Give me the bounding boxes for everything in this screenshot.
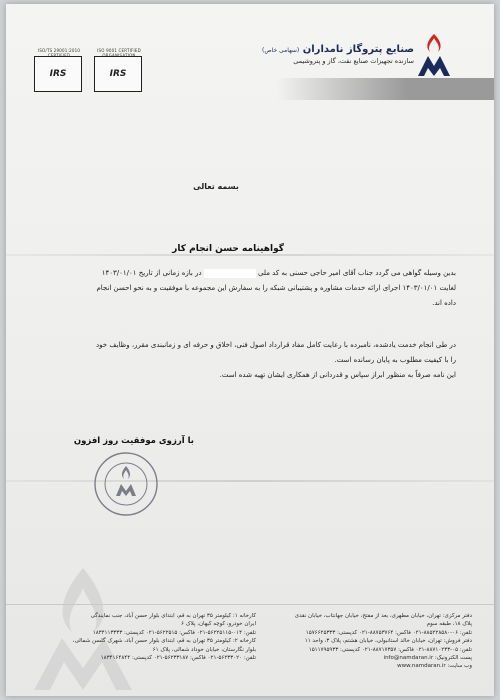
para2-text-b: را با کیفیت مطلوب به پایان رسانده است. (334, 356, 456, 364)
closing-line: با آرزوی موفقیت روز افزون (73, 436, 194, 446)
iso-cert-badge-1 (34, 56, 82, 92)
paper-fold (6, 254, 494, 256)
para1-text-b: در بازه زمانی از تاریخ ۱۴۰۳/۰۱/۰۱ (101, 269, 202, 277)
para1-text-c: لغایت ۱۴۰۳/۰۱/۰۱ اجرای ارائه خدمات مشاوره و پشتیبانی شبکه را به سفارش این مجموعه با موفقیت و به نحو احسن انجام (96, 284, 456, 292)
footer-factory-line: تلفن: ۰۱۴-۵۶۲۲۵۱۱۵-۰۲۱ فاکس: ۵۶۲۲۵۱۵-۰۲۱ کدپستی: ۱۸۳۴۱۱۳۳۳۳ (92, 629, 256, 636)
company-name: صنایع پتروگاز نامداران (302, 44, 414, 55)
footer-factory-line: بلوار نگارستان، خیابان خوداد شمالی، پلاک ۶۱ (152, 646, 256, 653)
para3-text: این نامه صرفاً به منظور ابراز سپاس و قدردانی از همکاری ایشان تهیه شده است. (219, 371, 456, 379)
paragraph-2 (66, 338, 456, 383)
cert-mark-2: IRS (109, 69, 127, 79)
cert-caption-2: ISO 9001 CERTIFIED (97, 48, 141, 53)
footer-office-line: تلفن: ۰۵-۸۸۷۱۰۲۳۳-۰۲۱ فاکس: ۸۸۷۱۷۳۵۷-۰۲۱ کدپستی: ۱۵۱۱۷۹۵۹۳۳ (308, 646, 472, 653)
footer-office-line: تلفن: ۰۶-۸۸۵۲۲۸۵۸۰-۰۲۱ فاکس: ۸۸۷۵۳۷۶۴-۰۲۱ کدپستی: ۱۵۷۶۶۲۵۳۳۳ (305, 629, 472, 636)
footer-website[interactable]: وب سایت: www.namdaran.ir (397, 663, 472, 670)
footer-factory-line: ایران خودرو، کوچه کیهان، پلاک ۶ (181, 621, 256, 628)
company-header (262, 44, 414, 65)
company-tagline: سازنده تجهیزات صنایع نفت، گاز و پتروشیمی (293, 57, 414, 65)
footer-office-line: پلاک ۱۸، طبقه سوم (426, 621, 472, 628)
para2-text-a: در طی انجام خدمت یادشده، نامبرده با رعایت کامل مفاد قرارداد اصول فنی، اخلاق و حرفه ای و زمانبندی مقرر، وظایف خود (96, 341, 456, 349)
cert-mark-1: IRS (49, 69, 67, 79)
footer-factory-line: کارخانه ۱: کیلومتر ۳۵ تهران به قم، ابتدای بلوار حسن آباد، جنب نمایندگی (90, 613, 256, 619)
cert-caption-1: ISO/TS 29001:2010 (37, 48, 81, 53)
header-band (276, 78, 494, 100)
para1-text-d: داده اند. (432, 299, 456, 307)
company-name-suffix: (سهامی خاص) (262, 47, 300, 54)
footer-factory-line: کارخانه ۲: کیلومتر ۳۵ تهران به قم، ابتدای بلوار حسن آباد، شهرک گلسن شمالی، (72, 638, 256, 645)
footer-divider (6, 604, 494, 605)
para1-text-a: بدین وسیله گواهی می گردد جناب آقای امیر حاجی حسنی به کد ملی (258, 269, 456, 277)
footer-email[interactable]: پست الکترونیک: info@namdaran.ir (383, 655, 472, 662)
redacted-national-id (204, 269, 256, 278)
basmala: بسمه تعالی (193, 182, 239, 191)
footer-factories (72, 612, 256, 662)
document-title: گواهینامه حسن انجام کار (172, 244, 284, 254)
company-stamp-icon (92, 450, 160, 518)
iso-cert-badge-2 (94, 56, 142, 92)
footer-factory-line: تلفن: ۵۶۲۳۳۰۲۰-۰۲۱ فاکس: ۵۶۲۳۳۱۸۷-۰۲۱ کدپستی: ۱۸۳۴۱۶۴۸۴۴ (100, 655, 256, 662)
company-logo-icon (414, 32, 454, 78)
footer-office-line: دفتر مرکزی: تهران، خیابان مطهری، بعد از مفتح، خیابان جهانتاب، خیابان نقدی (294, 613, 472, 619)
letter-sheet (6, 4, 494, 696)
paragraph-1 (66, 266, 456, 311)
paper-fold (6, 480, 494, 482)
footer-office-line: دفتر فروش: تهران، خیابان خالد استانبولی، خیابان هشتم، پلاک ۳، واحد ۱۱ (304, 638, 472, 645)
footer-offices (272, 612, 472, 671)
